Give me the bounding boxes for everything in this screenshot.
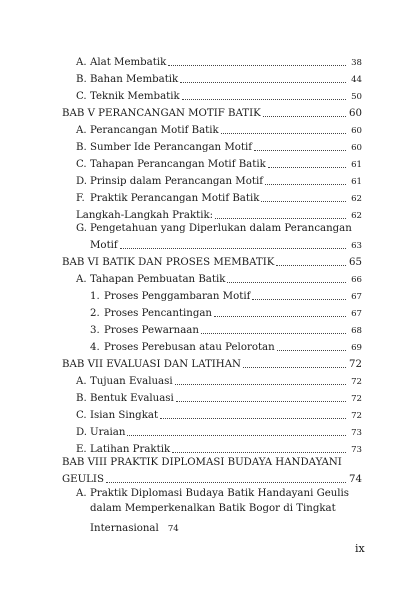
dot-leader bbox=[182, 98, 346, 100]
toc-chapter-title: BAB VIII PRAKTIK DIPLOMASI BUDAYA HANDAYANI bbox=[62, 457, 342, 468]
toc-page-number: 72 bbox=[347, 393, 362, 405]
toc-chapter-title: BAB VI BATIK DAN PROSES MEMBATIK bbox=[62, 257, 275, 268]
dot-leader bbox=[106, 481, 346, 483]
toc-entry-label-continued: dalam Memperkenalkan Batik Bogor di Tingkat bbox=[90, 503, 336, 514]
toc-entry-label: E. Latihan Praktik bbox=[76, 444, 171, 455]
dot-leader bbox=[172, 451, 346, 453]
toc-page-number: 60 bbox=[347, 142, 362, 154]
page-number: ix bbox=[355, 542, 365, 555]
toc-page-number: 67 bbox=[347, 291, 362, 303]
toc-entry-label: D. Prinsip dalam Perancangan Motif bbox=[76, 176, 263, 187]
toc-entry[interactable] bbox=[62, 422, 362, 439]
dot-leader bbox=[176, 400, 346, 402]
toc-page-number: 72 bbox=[347, 359, 362, 371]
toc-entry-label: C. Teknik Membatik bbox=[76, 91, 180, 102]
dot-leader bbox=[175, 383, 346, 385]
toc-page-number: 44 bbox=[347, 74, 362, 86]
toc-subentry[interactable] bbox=[62, 320, 362, 337]
toc-entry[interactable] bbox=[62, 86, 362, 103]
toc-page-number: 69 bbox=[347, 342, 362, 354]
dot-leader bbox=[180, 81, 346, 83]
toc-page-number: 62 bbox=[347, 210, 362, 222]
toc-entry-label: Langkah-Langkah Praktik: bbox=[76, 210, 214, 221]
toc-page-number: 62 bbox=[347, 193, 362, 205]
toc-entry-label: G. Pengetahuan yang Diperlukan dalam Perancangan bbox=[76, 223, 352, 234]
toc-entry-label: A. Tahapan Pembuatan Batik bbox=[76, 274, 226, 285]
dot-leader bbox=[254, 149, 346, 151]
toc-page-number: 61 bbox=[347, 176, 362, 188]
toc-entry[interactable] bbox=[62, 137, 362, 154]
dot-leader bbox=[276, 264, 346, 266]
dot-leader bbox=[214, 315, 346, 317]
toc-entry-label: C. Isian Singkat bbox=[76, 410, 159, 421]
toc-page-number: 74 bbox=[347, 474, 362, 486]
toc-entry-label: A. Alat Membatik bbox=[76, 57, 167, 68]
toc-entry-label: C. Tahapan Perancangan Motif Batik bbox=[76, 159, 266, 170]
toc-chapter[interactable] bbox=[62, 354, 362, 371]
toc-entry-label: A. Praktik Diplomasi Budaya Batik Handayani Geulis bbox=[76, 488, 350, 499]
toc-entry[interactable] bbox=[62, 222, 362, 252]
toc-chapter[interactable] bbox=[62, 103, 362, 120]
toc-entry[interactable] bbox=[62, 388, 362, 405]
toc-entry-label: 2. Proses Pencantingan bbox=[90, 308, 212, 319]
toc-subentry[interactable] bbox=[62, 303, 362, 320]
toc-chapter-title: BAB V PERANCANGAN MOTIF BATIK bbox=[62, 108, 261, 119]
toc-page-number: 72 bbox=[347, 376, 362, 388]
dot-leader bbox=[243, 366, 346, 368]
dot-leader bbox=[120, 247, 346, 249]
toc-chapter-title: BAB VII EVALUASI DAN LATIHAN bbox=[62, 359, 241, 370]
dot-leader bbox=[160, 417, 346, 419]
toc-page-number: 60 bbox=[347, 108, 362, 120]
toc-entry[interactable] bbox=[62, 439, 362, 456]
dot-leader bbox=[221, 132, 346, 134]
toc-page-number: 67 bbox=[347, 308, 362, 320]
toc-entry[interactable] bbox=[62, 171, 362, 188]
toc-entry-label: B. Bentuk Evaluasi bbox=[76, 393, 174, 404]
toc-entry-label: B. Bahan Membatik bbox=[76, 74, 179, 85]
dot-leader bbox=[265, 183, 346, 185]
dot-leader bbox=[215, 217, 346, 219]
toc-entry[interactable] bbox=[62, 154, 362, 171]
dot-leader bbox=[277, 349, 346, 351]
toc-subentry[interactable] bbox=[62, 337, 362, 354]
dot-leader bbox=[127, 434, 346, 436]
toc-page-number: 63 bbox=[347, 240, 362, 252]
toc-entry[interactable] bbox=[62, 69, 362, 86]
toc-entry-label-continued: Internasional bbox=[76, 523, 160, 534]
toc-entry-label: D. Uraian bbox=[76, 427, 126, 438]
toc-subentry[interactable] bbox=[62, 286, 362, 303]
toc-entry[interactable] bbox=[62, 120, 362, 137]
toc-page-number: 73 bbox=[347, 444, 362, 456]
toc-chapter[interactable] bbox=[62, 456, 362, 486]
toc-entry[interactable] bbox=[62, 269, 362, 286]
toc-entry-label: F. Praktik Perancangan Motif Batik bbox=[76, 193, 260, 204]
dot-leader bbox=[227, 281, 346, 283]
toc-entry[interactable] bbox=[62, 205, 362, 222]
dot-leader bbox=[268, 166, 346, 168]
toc-page-number: 50 bbox=[347, 91, 362, 103]
toc-page-number: 60 bbox=[347, 125, 362, 137]
toc-entry-label: A. Perancangan Motif Batik bbox=[76, 125, 219, 136]
toc-entry-label: 4. Proses Perebusan atau Pelorotan bbox=[90, 342, 275, 353]
toc-entry[interactable] bbox=[62, 371, 362, 388]
toc-entry-label: 1. Proses Penggambaran Motif bbox=[90, 291, 251, 302]
toc-entry[interactable] bbox=[62, 486, 362, 532]
toc-entry[interactable] bbox=[62, 188, 362, 205]
toc-entry[interactable] bbox=[62, 405, 362, 422]
toc-chapter-title-continued: GEULIS bbox=[62, 474, 104, 485]
dot-leader bbox=[168, 64, 346, 66]
toc-page-number: 66 bbox=[347, 274, 362, 286]
toc-entry-label: 3. Proses Pewarnaan bbox=[90, 325, 199, 336]
toc-entry[interactable] bbox=[62, 52, 362, 69]
dot-leader bbox=[263, 115, 346, 117]
toc-page-number: 65 bbox=[347, 257, 362, 269]
toc-page-number: 38 bbox=[347, 57, 362, 69]
toc-page-number: 61 bbox=[347, 159, 362, 171]
toc-chapter[interactable] bbox=[62, 252, 362, 269]
toc-entry-label: A. Tujuan Evaluasi bbox=[76, 376, 173, 387]
toc-entry-label-continued: Motif bbox=[76, 240, 119, 252]
dot-leader bbox=[201, 332, 346, 334]
dot-leader bbox=[261, 200, 346, 202]
toc-page-number: 68 bbox=[347, 325, 362, 337]
table-of-contents bbox=[62, 52, 362, 532]
dot-leader bbox=[252, 298, 346, 300]
toc-page-number: 72 bbox=[347, 410, 362, 422]
toc-page-number: 73 bbox=[347, 427, 362, 439]
toc-page-number: 74 bbox=[167, 524, 179, 534]
toc-entry-label: B. Sumber Ide Perancangan Motif bbox=[76, 142, 253, 153]
